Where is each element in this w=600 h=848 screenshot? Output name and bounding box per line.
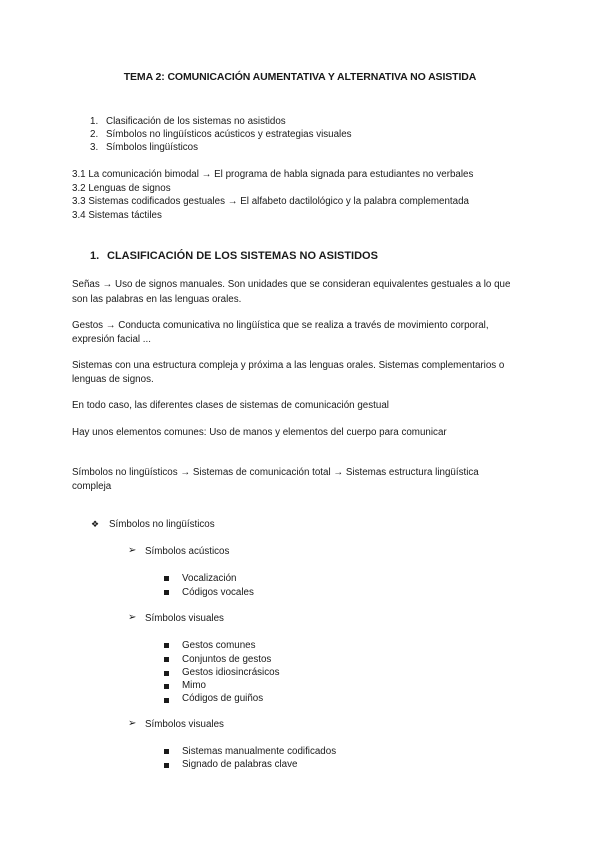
paragraph-simbolos-line1: Símbolos no lingüísticos → Sistemas de comunicación total → Sistemas estructura lingüística: [72, 467, 479, 478]
square-bullet-icon: [164, 671, 169, 676]
outline-item: Gestos comunes: [182, 640, 256, 651]
paragraph-gestos-line2: expresión facial ...: [72, 334, 151, 345]
toc-number: 2.: [90, 129, 99, 140]
subtoc-item: 3.1 La comunicación bimodal → El programa de habla signada para estudiantes no verbales: [72, 169, 474, 180]
toc-text: Clasificación de los sistemas no asistidos: [106, 116, 286, 127]
square-bullet-icon: [164, 657, 169, 662]
paragraph-todo-caso: En todo caso, las diferentes clases de sistemas de comunicación gestual: [72, 400, 389, 411]
paragraph-simbolos-line2: compleja: [72, 481, 112, 492]
paragraph-elementos: Hay unos elementos comunes: Uso de manos y elementos del cuerpo para comunicar: [72, 427, 447, 438]
subtoc-item: 3.3 Sistemas codificados gestuales → El alfabeto dactilológico y la palabra complementada: [72, 196, 469, 207]
outline-item: Mimo: [182, 680, 206, 691]
square-bullet-icon: [164, 590, 169, 595]
outline-item: Gestos idiosincrásicos: [182, 667, 280, 678]
outline-item: Vocalización: [182, 573, 237, 584]
paragraph-senas-line2: son las palabras en las lenguas orales.: [72, 294, 242, 305]
outline-item: Sistemas manualmente codificados: [182, 746, 337, 757]
square-bullet-icon: [164, 698, 169, 703]
outline-acusticos-label: Símbolos acústicos: [145, 546, 230, 557]
arrow-bullet-icon: ➢: [128, 612, 137, 623]
arrow-bullet-icon: ➢: [128, 545, 137, 556]
outline-item: Códigos vocales: [182, 587, 254, 598]
toc-text: Símbolos no lingüísticos acústicos y estrategias visuales: [106, 129, 352, 140]
outline-root-label: Símbolos no lingüísticos: [109, 519, 215, 530]
square-bullet-icon: [164, 576, 169, 581]
section-heading: [90, 250, 378, 262]
arrow-bullet-icon: ➢: [128, 718, 137, 729]
square-bullet-icon: [164, 763, 169, 768]
outline-item: Códigos de guiños: [182, 693, 264, 704]
paragraph-sistemas-line1: Sistemas con una estructura compleja y próxima a las lenguas orales. Sistemas complementarios o: [72, 360, 505, 371]
toc-item: [90, 140, 198, 155]
paragraph-sistemas-line2: lenguas de signos.: [72, 374, 154, 385]
toc-text: Símbolos lingüísticos: [106, 142, 199, 153]
paragraph-senas-line1: Señas → Uso de signos manuales. Son unidades que se consideran equivalentes gestuales a lo que: [72, 279, 511, 290]
outline-visuales-label: Símbolos visuales: [145, 719, 224, 730]
square-bullet-icon: [164, 684, 169, 689]
outline-visuales-label: Símbolos visuales: [145, 613, 224, 624]
subtoc-item: 3.2 Lenguas de signos: [72, 183, 171, 194]
section-number: 1.: [90, 250, 100, 262]
toc-number: 1.: [90, 116, 99, 127]
section-title: CLASIFICACIÓN DE LOS SISTEMAS NO ASISTIDOS: [107, 250, 378, 262]
toc-number: 3.: [90, 142, 99, 153]
outline-item: Conjuntos de gestos: [182, 654, 272, 665]
subtoc-item: 3.4 Sistemas táctiles: [72, 210, 162, 221]
square-bullet-icon: [164, 643, 169, 648]
paragraph-gestos-line1: Gestos → Conducta comunicativa no lingüística que se realiza a través de movimiento corporal,: [72, 320, 489, 331]
diamond-bullet-icon: ❖: [91, 519, 100, 529]
outline-item: Signado de palabras clave: [182, 759, 298, 770]
page-title: TEMA 2: COMUNICACIÓN AUMENTATIVA Y ALTERNATIVA NO ASISTIDA: [123, 71, 477, 83]
square-bullet-icon: [164, 749, 169, 754]
